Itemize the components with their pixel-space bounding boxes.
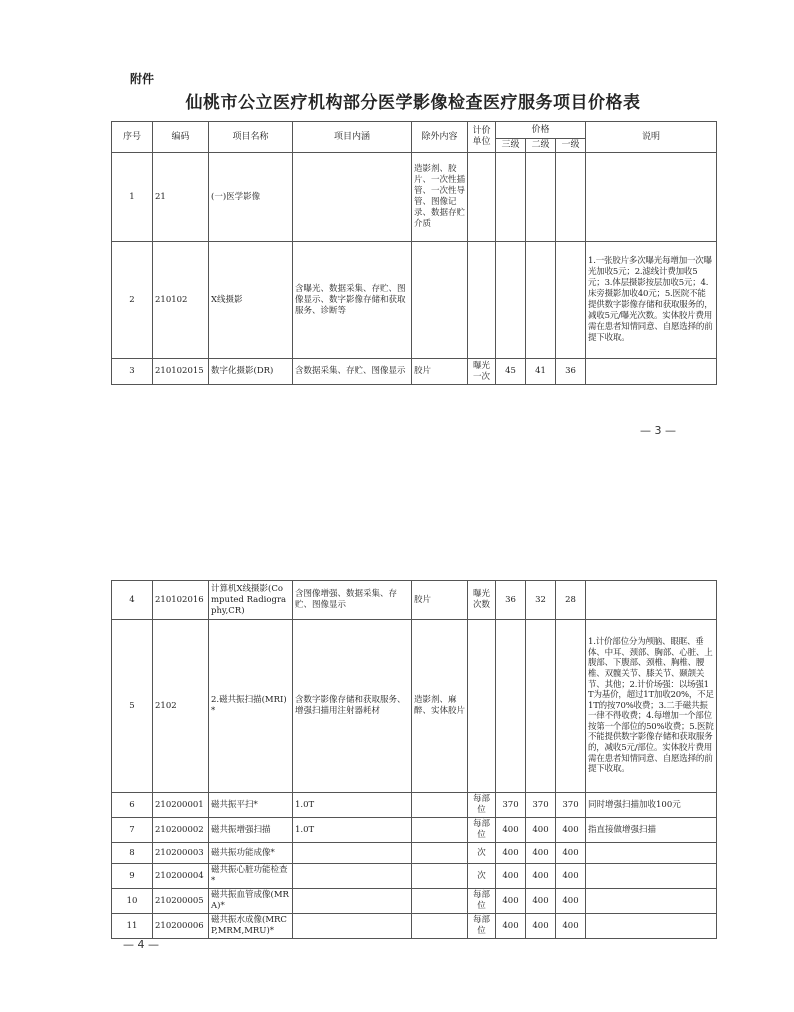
cell-unit: 每部位 (468, 818, 496, 843)
cell-price-level2: 400 (526, 864, 556, 889)
cell-seq: 5 (112, 620, 153, 793)
cell-price-level2: 400 (526, 889, 556, 914)
cell-price-level3: 45 (496, 359, 526, 385)
cell-name: 磁共振心脏功能检查* (209, 864, 293, 889)
cell-note (586, 581, 717, 620)
header-price: 价格 (496, 122, 586, 139)
cell-price-level1: 400 (556, 914, 586, 939)
header-exclusion: 除外内容 (412, 122, 468, 153)
cell-price-level1: 400 (556, 889, 586, 914)
attachment-label: 附件 (130, 72, 155, 86)
cell-exclusion: 胶片 (412, 359, 468, 385)
cell-name: 磁共振增强扫描 (209, 818, 293, 843)
cell-exclusion: 造影剂、胶片、一次性插管、一次性导管、图像记录、数据存贮介质 (412, 153, 468, 242)
header-level2: 二级 (526, 139, 556, 153)
cell-price-level1: 28 (556, 581, 586, 620)
cell-content (293, 914, 412, 939)
cell-price-level3: 400 (496, 914, 526, 939)
cell-note: 1.计价部位分为颅脑、眼眶、垂体、中耳、颈部、胸部、心脏、上腹部、下腹部、颈椎、胸椎、腰椎、双髋关节、膝关节、颞颌关节、其他；2.计价场强：以场强1T为基价，超过1T加收20%，不足1T的按70%收费；3.二手磁共振一律不得收费；4.每增加一个部位按第一个部位的50%收费；5.医院不能提供数字影像存储和获取服务的，减收5元/部位。实体胶片费用需在患者知情同意、自愿选择的前提下收取。 (586, 620, 717, 793)
cell-price-level3: 400 (496, 889, 526, 914)
price-table-page-1 (111, 121, 717, 385)
cell-price-level3: 36 (496, 581, 526, 620)
cell-price-level1 (556, 620, 586, 793)
cell-name: 2.磁共振扫描(MRI)* (209, 620, 293, 793)
header-name: 项目名称 (209, 122, 293, 153)
cell-price-level1: 36 (556, 359, 586, 385)
cell-price-level2: 370 (526, 793, 556, 818)
cell-content (293, 153, 412, 242)
cell-exclusion (412, 914, 468, 939)
cell-price-level2 (526, 620, 556, 793)
page-title: 仙桃市公立医疗机构部分医学影像检查医疗服务项目价格表 (185, 93, 641, 113)
cell-content: 含数字影像存储和获取服务、增强扫描用注射器耗材 (293, 620, 412, 793)
cell-exclusion (412, 818, 468, 843)
cell-seq: 9 (112, 864, 153, 889)
cell-unit (468, 153, 496, 242)
cell-seq: 10 (112, 889, 153, 914)
table-row (112, 242, 717, 359)
cell-exclusion (412, 843, 468, 864)
cell-seq: 2 (112, 242, 153, 359)
cell-exclusion: 胶片 (412, 581, 468, 620)
cell-price-level3 (496, 620, 526, 793)
cell-seq: 6 (112, 793, 153, 818)
header-seq: 序号 (112, 122, 153, 153)
cell-price-level2: 400 (526, 914, 556, 939)
header-note: 说明 (586, 122, 717, 153)
cell-price-level1: 370 (556, 793, 586, 818)
cell-content (293, 843, 412, 864)
table-row (112, 153, 717, 242)
cell-code: 210200002 (153, 818, 209, 843)
cell-code: 2102 (153, 620, 209, 793)
cell-price-level2: 400 (526, 843, 556, 864)
table-row (112, 843, 717, 864)
cell-exclusion (412, 864, 468, 889)
cell-name: 数字化摄影(DR) (209, 359, 293, 385)
cell-unit: 每部位 (468, 889, 496, 914)
cell-name: 磁共振血管成像(MRA)* (209, 889, 293, 914)
cell-unit (468, 620, 496, 793)
cell-name: 磁共振功能成像* (209, 843, 293, 864)
cell-name: 磁共振水成像(MRCP,MRM,MRU)* (209, 914, 293, 939)
cell-price-level2 (526, 242, 556, 359)
cell-code: 210200006 (153, 914, 209, 939)
cell-unit: 曝光次数 (468, 581, 496, 620)
header-code: 编码 (153, 122, 209, 153)
cell-note (586, 843, 717, 864)
table-row (112, 359, 717, 385)
cell-seq: 4 (112, 581, 153, 620)
cell-price-level1: 400 (556, 818, 586, 843)
cell-name: X线摄影 (209, 242, 293, 359)
cell-exclusion (412, 242, 468, 359)
cell-unit: 次 (468, 843, 496, 864)
cell-seq: 11 (112, 914, 153, 939)
cell-code: 210102 (153, 242, 209, 359)
cell-unit: 每部位 (468, 793, 496, 818)
cell-note: 指直接做增强扫描 (586, 818, 717, 843)
cell-exclusion (412, 889, 468, 914)
table-row (112, 889, 717, 914)
cell-exclusion (412, 793, 468, 818)
cell-price-level3: 370 (496, 793, 526, 818)
table-row (112, 793, 717, 818)
cell-unit: 曝光一次 (468, 359, 496, 385)
header-level1: 一级 (556, 139, 586, 153)
cell-content: 1.0T (293, 818, 412, 843)
cell-code: 21 (153, 153, 209, 242)
cell-price-level2: 400 (526, 818, 556, 843)
cell-content: 含图像增强、数据采集、存贮、图像显示 (293, 581, 412, 620)
cell-seq: 1 (112, 153, 153, 242)
cell-content: 1.0T (293, 793, 412, 818)
table-row (112, 864, 717, 889)
cell-name: 磁共振平扫* (209, 793, 293, 818)
cell-unit: 每部位 (468, 914, 496, 939)
cell-code: 210102015 (153, 359, 209, 385)
cell-seq: 7 (112, 818, 153, 843)
table-row (112, 620, 717, 793)
cell-name: (一)医学影像 (209, 153, 293, 242)
table-row (112, 818, 717, 843)
cell-code: 210200003 (153, 843, 209, 864)
cell-price-level3 (496, 153, 526, 242)
cell-exclusion: 造影剂、麻醉、实体胶片 (412, 620, 468, 793)
cell-note (586, 153, 717, 242)
cell-price-level1 (556, 242, 586, 359)
page-number: — 3 — (640, 424, 676, 437)
header-unit: 计价单位 (468, 122, 496, 153)
page-number: — 4 — (123, 938, 159, 951)
header-content: 项目内涵 (293, 122, 412, 153)
cell-content: 含数据采集、存贮、图像显示 (293, 359, 412, 385)
cell-name: 计算机X线摄影(Computed Radiography,CR) (209, 581, 293, 620)
cell-content (293, 864, 412, 889)
cell-note (586, 359, 717, 385)
cell-price-level1 (556, 153, 586, 242)
cell-note (586, 864, 717, 889)
price-table-page-2 (111, 580, 717, 939)
cell-content: 含曝光、数据采集、存贮、图像显示、数字影像存储和获取服务、诊断等 (293, 242, 412, 359)
cell-price-level1: 400 (556, 843, 586, 864)
cell-price-level3: 400 (496, 818, 526, 843)
cell-code: 210102016 (153, 581, 209, 620)
table-row (112, 914, 717, 939)
cell-price-level2 (526, 153, 556, 242)
cell-price-level1: 400 (556, 864, 586, 889)
table-row (112, 581, 717, 620)
cell-price-level3: 400 (496, 864, 526, 889)
cell-price-level3: 400 (496, 843, 526, 864)
cell-code: 210200005 (153, 889, 209, 914)
cell-unit (468, 242, 496, 359)
cell-seq: 8 (112, 843, 153, 864)
header-level3: 三级 (496, 139, 526, 153)
cell-unit: 次 (468, 864, 496, 889)
cell-code: 210200004 (153, 864, 209, 889)
cell-note (586, 914, 717, 939)
cell-price-level3 (496, 242, 526, 359)
cell-code: 210200001 (153, 793, 209, 818)
cell-note: 1.一张胶片多次曝光每增加一次曝光加收5元；2.滤线计费加收5元；3.体层摄影按层加收5元；4.床旁摄影加收40元；5.医院不能提供数字影像存储和获取服务的，减收5元/曝光次数。实体胶片费用需在患者知情同意、自愿选择的前提下收取。 (586, 242, 717, 359)
cell-note: 同时增强扫描加收100元 (586, 793, 717, 818)
cell-seq: 3 (112, 359, 153, 385)
cell-price-level2: 41 (526, 359, 556, 385)
cell-content (293, 889, 412, 914)
cell-price-level2: 32 (526, 581, 556, 620)
cell-note (586, 889, 717, 914)
